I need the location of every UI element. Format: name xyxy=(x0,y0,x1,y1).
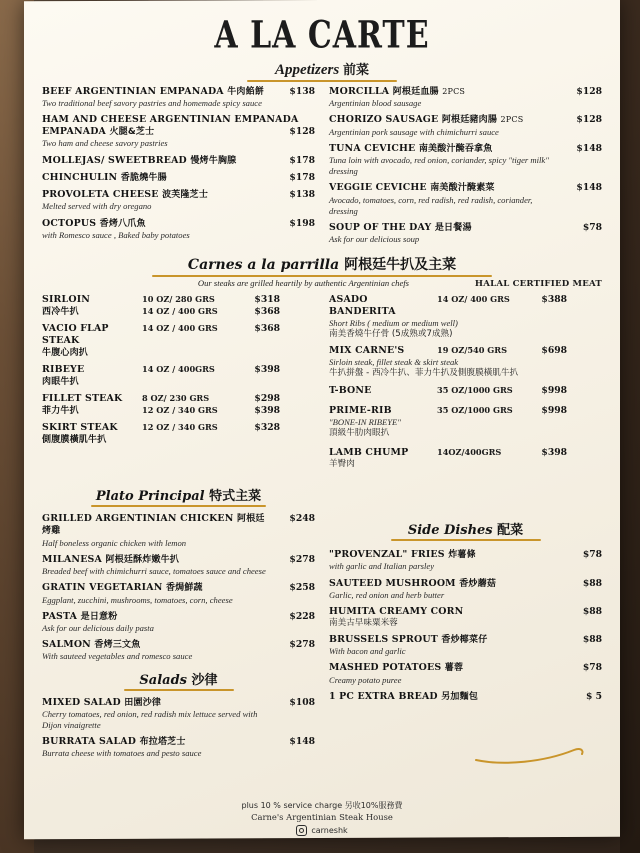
menu-item xyxy=(42,323,315,359)
item-name-cn: 薯蓉 xyxy=(444,663,464,674)
item-qty: 2PCS xyxy=(442,87,466,96)
section-appetizers-heading xyxy=(42,59,602,82)
section-salads-cn: 沙律 xyxy=(191,672,218,688)
menu-item xyxy=(329,143,602,178)
item-price: $128 xyxy=(289,126,315,138)
item-price: $178 xyxy=(289,171,315,183)
item-price: $698 xyxy=(541,345,567,357)
section-appetizers-cn: 前菜 xyxy=(342,63,369,78)
page-title: A LA CARTE xyxy=(214,13,430,58)
item-name-cn: 菲力牛扒 xyxy=(42,405,79,416)
item-weight: 10 OZ/ 280 GRS xyxy=(142,294,215,305)
steak-note: Our steaks are grilled heartily by authentic Argentinian chefs xyxy=(197,278,410,289)
section-sides-label: Side Dishes xyxy=(407,523,493,539)
menu-item xyxy=(329,345,602,379)
item-name: CHORIZO SAUSAGE xyxy=(329,114,439,126)
section-plato-cn: 特式主菜 xyxy=(209,489,262,505)
item-price: $398 xyxy=(254,364,280,376)
item-description: Half boneless organic chicken with lemon xyxy=(42,537,187,548)
item-price: $78 xyxy=(582,549,602,561)
menu-item xyxy=(42,294,315,318)
item-name: PROVOLETA CHEESE xyxy=(42,189,159,201)
item-name-cn: 香炒蘑菇 xyxy=(459,578,497,589)
item-name-cn: 田園沙律 xyxy=(124,697,162,708)
item-price: $298 xyxy=(254,393,280,405)
menu-item xyxy=(329,182,602,217)
item-description: Short Ribs ( medium or medium well) xyxy=(329,317,458,328)
item-name-cn: 是日意粉 xyxy=(80,611,118,622)
item-weight: 35 OZ/1000 GRS xyxy=(437,385,513,396)
item-name-cn: 布拉塔芝士 xyxy=(139,737,186,748)
menu-item xyxy=(329,662,602,685)
section-salads-heading xyxy=(42,669,315,691)
menu-item xyxy=(329,294,602,340)
item-description: with Romesco sauce , Baked baby potatoes xyxy=(42,229,190,240)
item-price: $88 xyxy=(582,606,602,617)
menu-item xyxy=(42,582,315,605)
footer xyxy=(24,800,620,836)
item-description: Garlic, red onion and herb butter xyxy=(329,589,445,600)
section-sides-cn: 配菜 xyxy=(497,523,524,539)
menu-item xyxy=(329,606,602,629)
item-name-cn: 慢烤牛胸腺 xyxy=(190,155,237,166)
item-name: TUNA CEVICHE xyxy=(329,142,416,154)
item-name-cn: 南美酸汁醃吞拿魚 xyxy=(418,143,493,154)
item-description: Ask for our delicious soup xyxy=(329,234,420,245)
menu-card xyxy=(24,0,620,839)
item-weight: 14 OZ / 400GRS xyxy=(142,364,215,375)
plato-column xyxy=(42,477,315,764)
sides-column xyxy=(329,477,602,764)
section-salads-label: Salads xyxy=(139,672,188,688)
steaks-left-column xyxy=(42,294,315,475)
menu-item xyxy=(42,736,315,759)
item-description: With sauteed vegetables and romesco sauce xyxy=(42,651,193,662)
item-price: $398 xyxy=(254,404,280,416)
item-name-cn: 香烤八爪魚 xyxy=(99,218,146,229)
section-parrilla-label: Carnes a la parrilla xyxy=(187,257,340,274)
item-name-cn: 牛腹心肉扒 xyxy=(42,347,89,358)
item-price: $78 xyxy=(582,662,602,674)
item-price: $998 xyxy=(541,405,567,417)
item-price: $278 xyxy=(289,639,315,651)
item-price: $128 xyxy=(576,86,602,97)
section-plato-label: Plato Principal xyxy=(95,489,205,505)
menu-item xyxy=(42,364,315,388)
appetizers-left-column xyxy=(42,86,315,250)
item-description: Melted served with dry oregano xyxy=(42,201,152,212)
item-description: With bacon and garlic xyxy=(329,646,406,657)
item-description: Avocado, tomatoes, corn, red radish, red radish, coriander, dressing xyxy=(329,194,533,216)
section-sides-heading xyxy=(329,519,602,541)
menu-item xyxy=(329,114,602,137)
item-name: PASTA xyxy=(42,610,78,622)
item-qty: 2PCS xyxy=(500,115,524,125)
item-name-cn: 阿根廷豬肉腸 xyxy=(441,115,498,126)
service-charge-note: plus 10 % service charge 另收10%服務費 xyxy=(241,801,403,810)
menu-item xyxy=(42,172,315,184)
instagram-icon xyxy=(296,825,307,836)
menu-item xyxy=(329,549,602,572)
item-description: with garlic and Italian parsley xyxy=(329,561,435,572)
menu-item xyxy=(42,155,315,167)
item-price: $178 xyxy=(289,154,315,166)
menu-item xyxy=(329,86,602,109)
item-price: $228 xyxy=(289,610,315,622)
menu-item xyxy=(329,578,602,601)
item-name: RIBEYE xyxy=(42,364,85,376)
menu-item xyxy=(329,405,602,439)
item-price: $ 5 xyxy=(586,690,602,702)
item-price: $198 xyxy=(289,217,315,229)
item-name-cn: 肉眼牛扒 xyxy=(42,376,79,387)
item-description: Two traditional beef savory pastries and homemade spicy sauce xyxy=(42,98,262,109)
item-description-cn: 羊臀肉 xyxy=(329,458,355,469)
item-name: GRILLED ARGENTINIAN CHICKEN xyxy=(42,513,234,525)
item-name: VEGGIE CEVICHE xyxy=(329,182,427,194)
item-price: $388 xyxy=(541,294,567,306)
section-appetizers-label: Appetizers xyxy=(275,62,340,78)
item-price: $318 xyxy=(254,294,280,306)
item-price: $148 xyxy=(289,736,315,748)
item-name: SIRLOIN xyxy=(42,294,91,306)
section-parrilla-heading xyxy=(42,254,602,277)
item-price: $128 xyxy=(576,114,602,126)
item-description: Sirloin steak, fillet steak & skirt steak xyxy=(329,357,459,368)
menu-item xyxy=(42,422,315,446)
item-description: Breaded beef with chimichurri sauce, tomatoes sauce and cheese xyxy=(42,566,266,577)
item-name: MOLLEJAS/ SWEETBREAD xyxy=(42,154,187,166)
item-name: MORCILLA xyxy=(329,86,390,97)
item-name: SOUP OF THE DAY xyxy=(329,222,432,234)
item-price: $138 xyxy=(289,189,315,201)
item-name-cn: 香焗鮮蔬 xyxy=(165,583,203,594)
item-description: Argentinian pork sausage with chimichurri sauce xyxy=(329,126,499,137)
item-description: Cherry tomatoes, red onion, red radish mix lettuce served with Dijon vinaigrette xyxy=(42,708,258,730)
item-price: $138 xyxy=(289,86,315,97)
item-weight: 12 OZ / 340 GRS xyxy=(142,404,218,415)
item-price: $148 xyxy=(576,142,602,154)
item-price: $278 xyxy=(289,553,315,565)
menu-item xyxy=(42,218,315,241)
item-weight: 14OZ/400GRS xyxy=(437,447,502,458)
item-name: FILLET STEAK xyxy=(42,393,123,405)
item-name: HUMITA CREAMY CORN xyxy=(329,606,464,617)
item-description-cn: 牛扒拼盤 - 西冷牛扒、菲力牛扒及側腹膜橫肌牛扒 xyxy=(329,368,519,379)
menu-item xyxy=(42,393,315,417)
item-name: T-BONE xyxy=(329,385,372,397)
item-name-cn: 是日餐湯 xyxy=(434,223,472,234)
item-description-cn: 頂級牛肋肉眼扒 xyxy=(329,428,390,439)
item-name: MASHED POTATOES xyxy=(329,662,442,674)
menu-item xyxy=(329,222,602,245)
item-name: 1 PC EXTRA BREAD xyxy=(329,690,438,702)
item-price: $398 xyxy=(541,447,567,459)
heading-underline xyxy=(152,275,492,277)
item-name: PRIME-RIB xyxy=(329,405,392,417)
item-name: SKIRT STEAK xyxy=(42,422,118,434)
item-name-cn: 另加麵包 xyxy=(441,691,479,702)
item-description: Burrata cheese with tomatoes and pesto sauce xyxy=(42,748,202,759)
menu-item xyxy=(42,513,315,549)
menu-item xyxy=(42,697,315,732)
item-name: MIXED SALAD xyxy=(42,696,121,708)
heading-underline xyxy=(391,539,541,541)
menu-item xyxy=(42,189,315,212)
item-name-cn: 香烤三文魚 xyxy=(94,640,141,651)
swoosh-decoration xyxy=(474,744,594,766)
heading-underline xyxy=(247,80,397,82)
item-description: Eggplant, zucchini, mushrooms, tomatoes, corn, cheese xyxy=(42,594,233,605)
item-name-cn: 側腹膜橫肌牛扒 xyxy=(42,434,107,445)
item-weight: 14 OZ / 400 GRS xyxy=(142,323,218,334)
menu-item xyxy=(42,611,315,634)
item-description: Ask for our delicious daily pasta xyxy=(42,622,154,633)
appetizers-right-column xyxy=(329,86,602,250)
instagram-handle: carneshk xyxy=(311,826,348,835)
item-name-cn: 阿根廷酥炸嫩牛扒 xyxy=(105,554,180,565)
heading-underline xyxy=(91,505,266,507)
menu-item xyxy=(329,447,602,470)
item-price: $368 xyxy=(254,306,280,318)
menu-item xyxy=(329,634,602,657)
item-name-cn: 波芙隆芝士 xyxy=(162,190,209,201)
item-price: $148 xyxy=(576,182,602,194)
item-price: $368 xyxy=(254,323,280,335)
item-description: Tuna loin with avocado, red onion, coriander, spicy "tiger milk" dressing xyxy=(329,155,549,177)
item-price: $258 xyxy=(289,582,315,594)
restaurant-name: Carne's Argentinian Steak House xyxy=(251,812,393,822)
item-name-cn: 炸薯條 xyxy=(448,550,476,561)
item-price: $88 xyxy=(582,633,602,645)
item-name: BEEF ARGENTINIAN EMPANADA xyxy=(42,86,224,97)
item-name-cn: 香脆燒牛腸 xyxy=(120,172,167,183)
item-name: GRATIN VEGETARIAN xyxy=(42,582,163,594)
menu-item xyxy=(329,385,602,397)
menu-item xyxy=(42,86,315,109)
item-weight: 14 OZ / 400 GRS xyxy=(142,306,218,317)
item-weight: 12 OZ / 340 GRS xyxy=(142,422,218,433)
halal-badge: HALAL CERTIFIED MEAT xyxy=(474,279,602,290)
item-price: $88 xyxy=(582,577,602,589)
section-plato-heading xyxy=(42,485,315,507)
item-name: OCTOPUS xyxy=(42,217,97,229)
item-name: BRUSSELS SPROUT xyxy=(329,633,438,645)
item-name: CHINCHULIN xyxy=(42,171,118,183)
steaks-right-column xyxy=(329,294,602,475)
item-name-cn: 火腿&芝士 xyxy=(109,127,155,138)
table-right-edge xyxy=(620,0,640,853)
item-name: MILANESA xyxy=(42,553,102,565)
item-description: Argentinian blood sausage xyxy=(329,98,422,109)
item-weight: 8 OZ/ 230 GRS xyxy=(142,393,210,404)
item-description: Two ham and cheese savory pastries xyxy=(42,138,168,149)
menu-item xyxy=(42,554,315,577)
item-name-cn: 南美酸汁醃素菜 xyxy=(430,183,495,194)
item-name-cn: 阿根廷血腸 xyxy=(392,87,439,97)
item-description-cn: 南美香燒牛仔骨 (5成熟或7成熟) xyxy=(329,329,453,340)
item-description-cn: 南美古早味粟米蓉 xyxy=(329,617,398,628)
menu-item xyxy=(42,114,315,149)
item-name: "PROVENZAL" FRIES xyxy=(329,549,445,561)
item-weight: 19 OZ/540 GRS xyxy=(437,345,507,356)
item-price: $78 xyxy=(582,222,602,234)
item-name: LAMB CHUMP xyxy=(329,447,409,459)
item-name: SAUTEED MUSHROOM xyxy=(329,577,456,589)
item-name: HAM AND CHEESE ARGENTINIAN EMPANADA xyxy=(42,114,299,126)
item-name: MIX CARNE'S xyxy=(329,345,405,357)
heading-underline xyxy=(124,689,234,691)
menu-item xyxy=(329,691,602,703)
item-description: Creamy potato puree xyxy=(329,674,402,685)
item-name: ASADO BANDERITA xyxy=(329,294,396,318)
item-name: VACIO FLAP STEAK xyxy=(42,323,109,347)
section-parrilla-cn: 阿根廷牛扒及主菜 xyxy=(344,257,457,274)
item-price: $998 xyxy=(541,385,567,397)
item-name-cn: 牛肉餡餅 xyxy=(227,87,265,97)
item-price: $108 xyxy=(289,696,315,708)
item-name-cn: 香炒椰菜仔 xyxy=(441,634,488,645)
item-name: BURRATA SALAD xyxy=(42,736,137,748)
item-price: $328 xyxy=(254,422,280,434)
item-description: "BONE-IN RIBEYE" xyxy=(329,416,401,427)
item-weight: 14 OZ/ 400 GRS xyxy=(437,294,510,305)
item-name-2: EMPANADA xyxy=(42,126,107,138)
item-name-cn: 阿根廷烤雞 xyxy=(42,514,265,537)
item-name-cn: 西冷牛扒 xyxy=(42,307,79,318)
item-weight: 35 OZ/1000 GRS xyxy=(437,405,513,416)
item-name: SALMON xyxy=(42,639,91,651)
item-price: $248 xyxy=(289,513,315,525)
menu-item xyxy=(42,639,315,662)
